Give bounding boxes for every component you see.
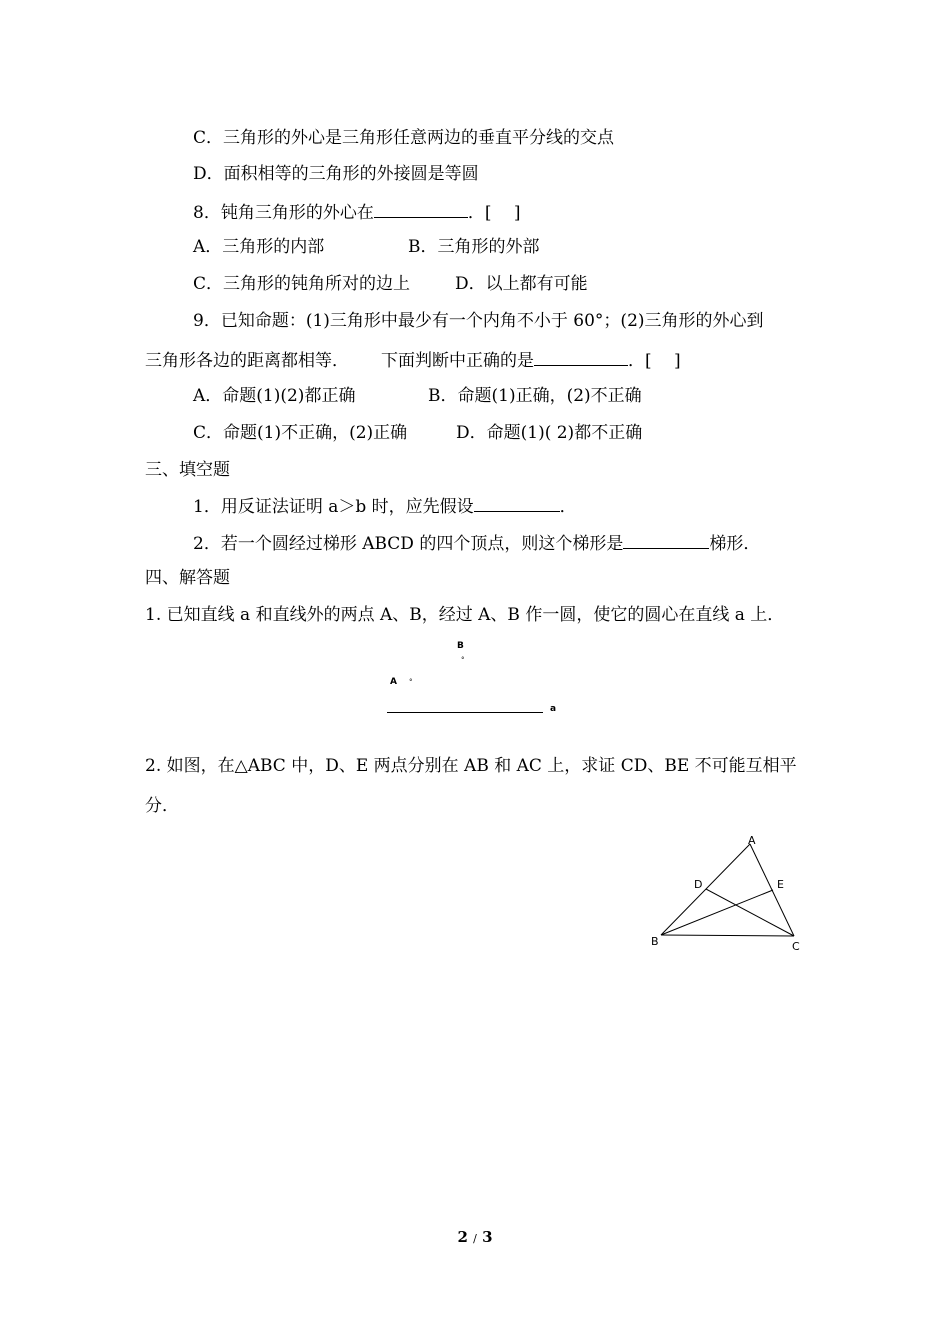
q9-line2-a: 三角形各边的距离都相等． xyxy=(145,351,349,371)
point-b-label: B xyxy=(457,641,464,651)
point-e-label: E xyxy=(777,878,784,891)
answer-blank xyxy=(474,494,560,512)
q9-bracket: ．[ ] xyxy=(628,351,681,371)
current-page: 2 xyxy=(457,1228,468,1246)
side-ab xyxy=(661,844,750,935)
s4-q2-line2: 分． xyxy=(145,796,179,816)
point-a-label: A xyxy=(390,677,397,687)
s3-q2 xyxy=(193,531,760,555)
s3-q1-end: ． xyxy=(559,497,577,517)
point-b-dot: ° xyxy=(461,656,465,664)
section4-heading: 四、解答题 xyxy=(145,568,230,588)
vertex-c-label: C xyxy=(792,940,800,953)
q9-line1: 9．已知命题：(1)三角形中最少有一个内角不小于 60°；(2)三角形的外心到 xyxy=(193,311,764,331)
q8-option-c: C．三角形的钝角所对的边上 xyxy=(193,274,411,294)
s4-q1: 1. 已知直线 a 和直线外的两点 A、B，经过 A、B 作一圆，使它的圆心在直线 a 上． xyxy=(145,605,785,625)
triangle-figure xyxy=(640,825,820,960)
line-a-label: a xyxy=(550,704,557,714)
point-d-label: D xyxy=(694,878,703,891)
s3-q1 xyxy=(193,494,577,518)
answer-blank xyxy=(623,531,709,549)
q9-option-d: D．命题(1)( 2)都不正确 xyxy=(456,423,643,443)
q8-stem-text: 8．钝角三角形的外心在 xyxy=(193,203,374,223)
q9-line2 xyxy=(145,348,681,372)
q8-stem xyxy=(193,200,521,224)
q8-option-a: A．三角形的内部 xyxy=(193,237,325,257)
q7-option-d: D．面积相等的三角形的外接圆是等圆 xyxy=(193,164,479,184)
total-pages: 3 xyxy=(482,1228,493,1246)
segment-be xyxy=(661,890,773,935)
s3-q1-text: 1．用反证法证明 a＞b 时，应先假设 xyxy=(193,497,474,517)
vertex-b-label: B xyxy=(651,935,659,948)
page-number xyxy=(0,1228,950,1246)
side-bc xyxy=(661,935,794,936)
q9-option-c: C．命题(1)不正确，(2)正确 xyxy=(193,423,408,443)
s3-q2-end: 梯形． xyxy=(709,534,761,554)
answer-blank xyxy=(374,200,468,218)
q9-option-b: B．命题(1)正确，(2)不正确 xyxy=(428,386,642,406)
vertex-a-label: A xyxy=(748,834,756,847)
answer-blank xyxy=(534,348,628,366)
q9-option-a: A．命题(1)(2)都正确 xyxy=(193,386,356,406)
q8-bracket: ．[ ] xyxy=(467,203,521,223)
page-separator: / xyxy=(473,1232,477,1245)
point-a-dot: ° xyxy=(409,678,413,686)
q8-option-b: B．三角形的外部 xyxy=(408,237,540,257)
section3-heading: 三、填空题 xyxy=(145,460,230,480)
segment-cd xyxy=(706,889,794,936)
s4-q2-line1: 2. 如图，在△ABC 中，D、E 两点分别在 AB 和 AC 上，求证 CD、BE 不可能互相平 xyxy=(145,756,797,776)
q9-line2-b: 下面判断中正确的是 xyxy=(381,351,534,371)
q7-option-c: C．三角形的外心是三角形任意两边的垂直平分线的交点 xyxy=(193,128,615,148)
line-a xyxy=(387,712,543,713)
s3-q2-text: 2．若一个圆经过梯形 ABCD 的四个顶点，则这个梯形是 xyxy=(193,534,624,554)
q8-option-d: D．以上都有可能 xyxy=(455,274,588,294)
